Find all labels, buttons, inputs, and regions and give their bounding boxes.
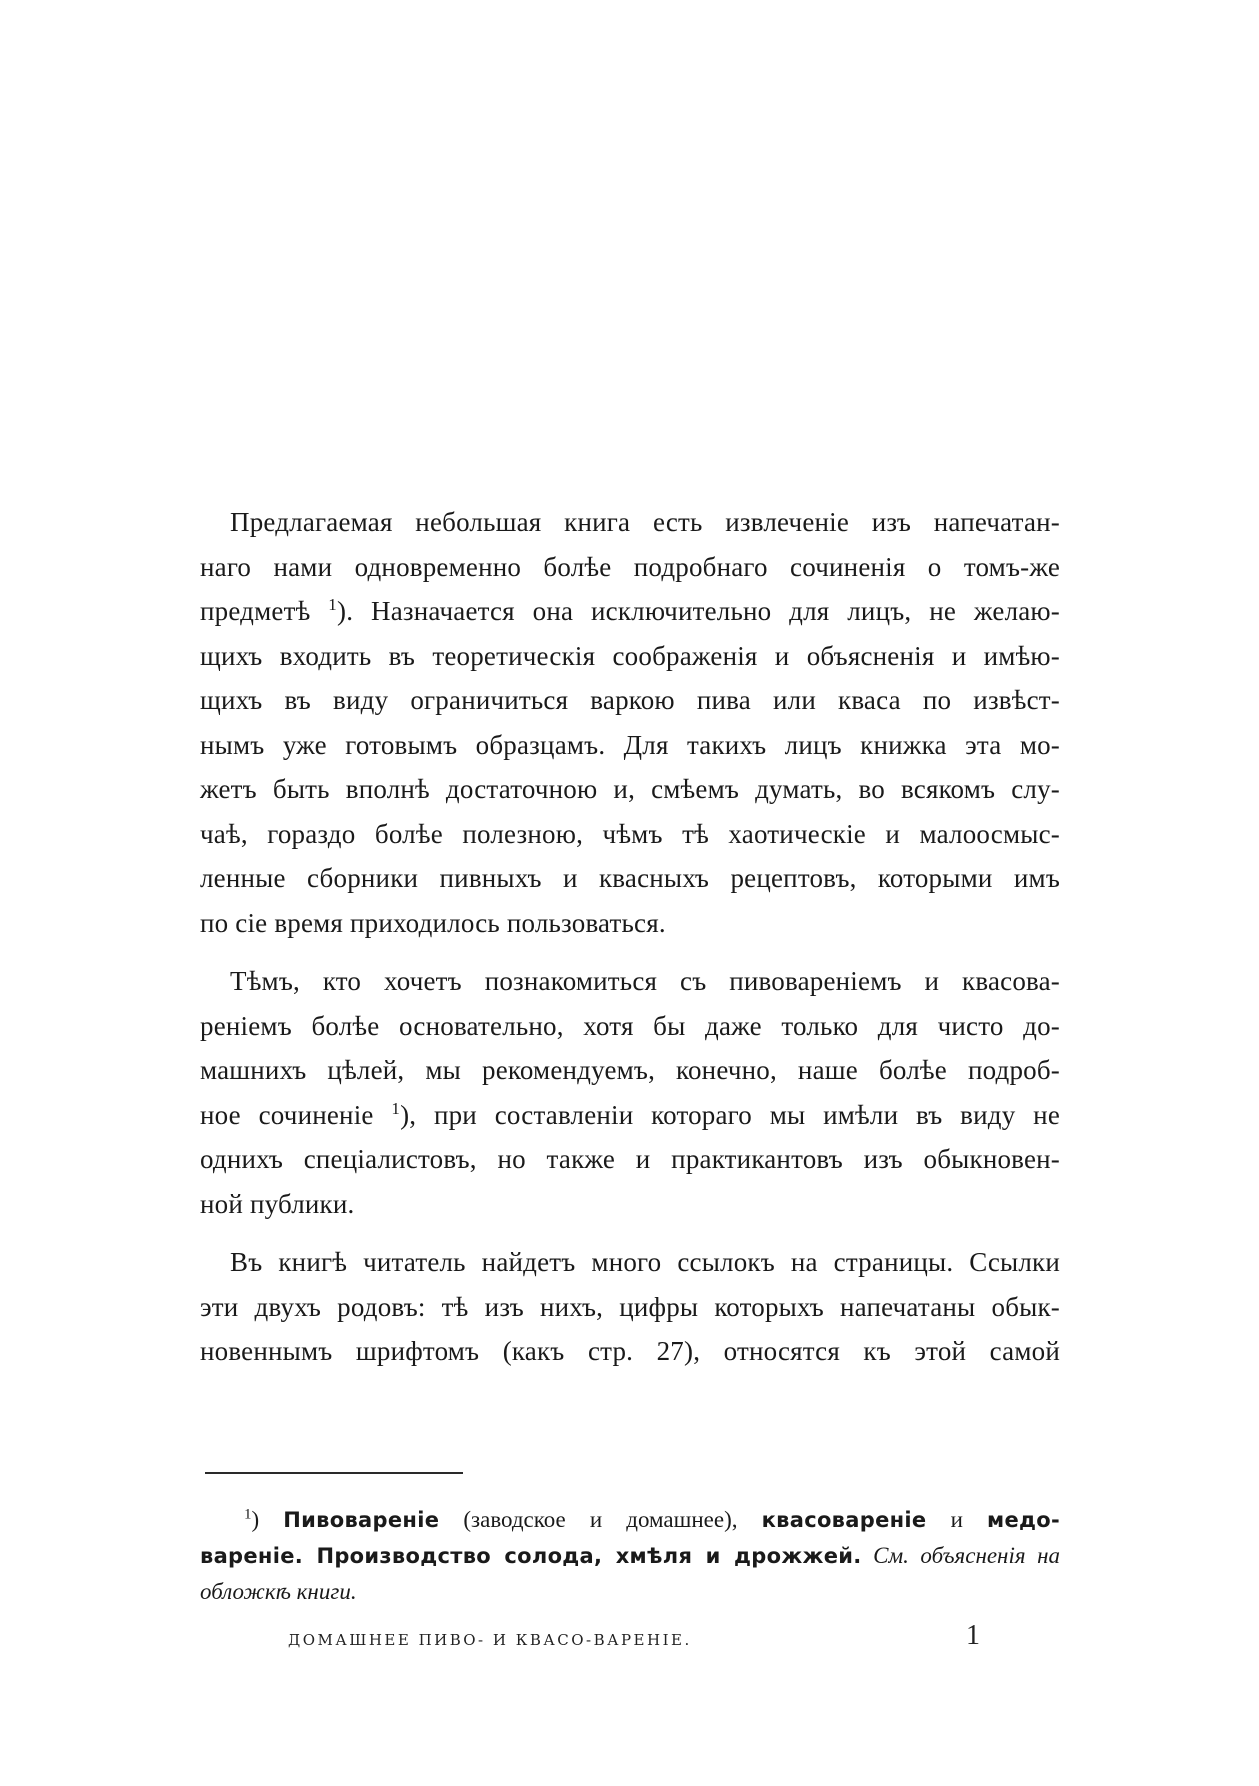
- footnote-text: и: [926, 1507, 987, 1532]
- text-fragment: предметѣ: [200, 596, 329, 626]
- footnote-title-part: медо-: [986, 1508, 1060, 1532]
- text-line: наго нами одновременно болѣе подробнаго сочиненія о томъ-же: [200, 551, 1060, 582]
- main-text: [200, 500, 1060, 1374]
- text-line: Тѣмъ, кто хочетъ познакомиться съ пивовареніемъ и квасова-: [230, 966, 1060, 996]
- footnote-note: См. объясненія на: [861, 1543, 1060, 1568]
- footnote-line: [200, 1502, 1060, 1538]
- footnote-title-part: Пивовареніе: [283, 1508, 440, 1532]
- text-line: Въ книгѣ читатель найдетъ много ссылокъ на страницы. Ссылки: [230, 1247, 1060, 1277]
- text-line: щихъ входить въ теоретическія соображенія и объясненія и имѣю-: [200, 640, 1060, 671]
- text-line: жетъ быть вполнѣ достаточною и, смѣемъ думать, во всякомъ слу-: [200, 774, 1060, 804]
- text-line: ной публики.: [200, 1188, 355, 1219]
- footnote-text: (заводское и домашнее),: [439, 1507, 762, 1532]
- footnote-paren: ): [251, 1507, 284, 1532]
- text-line: ленные сборники пивныхъ и квасныхъ рецептовъ, которыми имъ: [200, 863, 1060, 893]
- text-line: эти двухъ родовъ: тѣ изъ нихъ, цифры которыхъ напечатаны обык-: [200, 1291, 1060, 1322]
- footnote-reference: 1: [391, 1098, 401, 1118]
- text-line: однихъ спеціалистовъ, но также и практикантовъ изъ обыкновен-: [200, 1144, 1060, 1174]
- text-line: новеннымъ шрифтомъ (какъ стр. 27), относятся къ этой самой: [200, 1336, 1060, 1366]
- text-line: чаѣ, гораздо болѣе полезною, чѣмъ тѣ хаотическіе и малоосмыс-: [200, 818, 1060, 849]
- text-line: [200, 589, 1060, 634]
- text-line: Предлагаемая небольшая книга есть извлеченіе изъ напечатан-: [230, 507, 1060, 537]
- text-line: щихъ въ виду ограничиться варкою пива или кваса по извѣст-: [200, 685, 1060, 715]
- paragraph-gap: [200, 1226, 1060, 1240]
- footnote: [200, 1502, 1060, 1610]
- paragraph-gap: [200, 945, 1060, 959]
- text-line: [200, 1093, 1060, 1138]
- footnote-title-part: квасовареніе: [761, 1508, 927, 1532]
- page-number: 1: [966, 1620, 980, 1651]
- footnote-reference: 1: [328, 595, 337, 614]
- text-fragment: ), при составленіи котораго мы имѣли въ виду не: [400, 1099, 1061, 1130]
- running-footer: ДОМАШНЕЕ ПИВО- И КВАСО-ВАРЕНІЕ.: [288, 1631, 692, 1649]
- text-line: реніемъ болѣе основательно, хотя бы даже только для чисто до-: [200, 1010, 1060, 1041]
- footnote-line: [200, 1538, 1060, 1574]
- text-fragment: ). Назначается она исключительно для лицъ, не желаю-: [337, 596, 1060, 626]
- text-line: по сіе время приходилось пользоваться.: [200, 907, 666, 938]
- footnote-separator: [205, 1472, 463, 1474]
- footnote-note: обложкѣ книги.: [200, 1579, 357, 1604]
- text-line: нымъ уже готовымъ образцамъ. Для такихъ лицъ книжка эта мо-: [200, 729, 1060, 760]
- footnote-marker: 1: [244, 1506, 252, 1523]
- footnote-title-part: вареніе. Производство солода, хмѣля и дрожжей.: [200, 1544, 862, 1568]
- footnote-line: [200, 1574, 1060, 1610]
- text-fragment: ное сочиненіе: [200, 1099, 392, 1130]
- text-line: машнихъ цѣлей, мы рекомендуемъ, конечно, наше болѣе подроб-: [200, 1055, 1060, 1085]
